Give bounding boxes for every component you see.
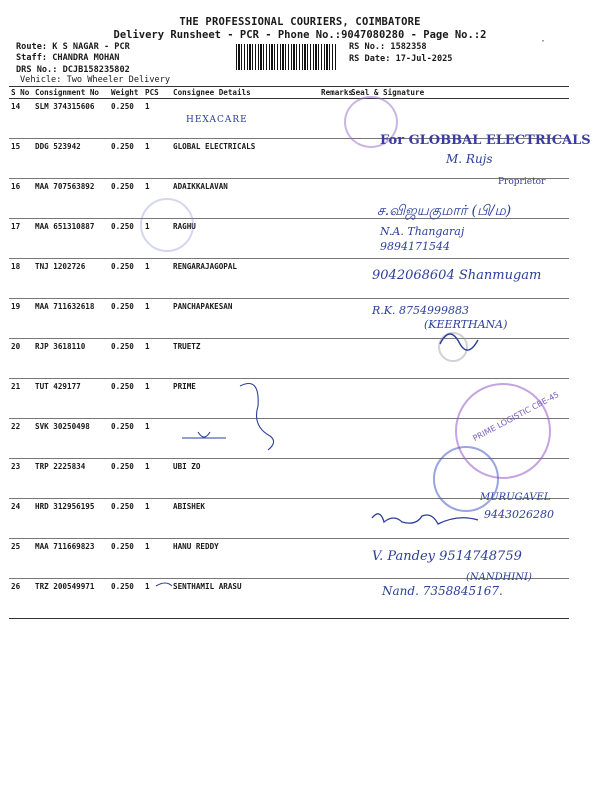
- signature-row19-phone: R.K. 8754999883: [372, 304, 469, 317]
- remarks: [319, 419, 349, 459]
- col-consignment: Consignment No: [33, 87, 109, 99]
- weight: 0.250: [109, 219, 143, 259]
- weight: 0.250: [109, 459, 143, 499]
- rs-date: RS Date: 17-Jul-2025: [349, 54, 453, 64]
- signature-row16: ச.விஜயகுமார் (பி/ம): [377, 203, 512, 219]
- col-remarks: Remarks: [321, 88, 354, 97]
- weight: 0.250: [109, 539, 143, 579]
- col-signature: Seal & Signature: [349, 87, 569, 99]
- consignment-no: SVK 30250498: [33, 419, 109, 459]
- consignment-no: RJP 3618110: [33, 339, 109, 379]
- proprietor-label: Proprietor: [498, 177, 546, 187]
- consignee: PANCHAPAKESAN: [171, 299, 319, 339]
- signature-row24-name: MURUGAVEL: [480, 492, 551, 503]
- remarks: [319, 379, 349, 419]
- signature-row17-phone: 9894171544: [380, 240, 450, 253]
- scan-mark: ·: [540, 36, 547, 47]
- weight: 0.250: [109, 579, 143, 619]
- faint-stamp-row17: [140, 198, 194, 252]
- col-pcs: PCS: [143, 87, 171, 99]
- consignee: PRIME: [171, 379, 319, 419]
- consignee: HANU REDDY: [171, 539, 319, 579]
- barcode: [236, 44, 336, 70]
- consignment-no: MAA 711669823: [33, 539, 109, 579]
- remarks: [319, 339, 349, 379]
- consignee: TRUETZ: [171, 339, 319, 379]
- pcs: 1: [143, 139, 171, 179]
- prime-stamp-text: PRIME LOGISTIC CBE-45: [471, 390, 561, 443]
- pcs: 1: [143, 99, 171, 139]
- staff: Staff: CHANDRA MOHAN: [16, 53, 120, 63]
- weight: 0.250: [109, 339, 143, 379]
- consignment-no: HRD 312956195: [33, 499, 109, 539]
- col-sno: S No: [9, 87, 33, 99]
- sno: 19: [9, 299, 33, 339]
- pcs: 1: [143, 379, 171, 419]
- signature-row25: V. Pandey 9514748759: [372, 549, 522, 564]
- page-subtitle: Delivery Runsheet - PCR - Phone No.:9047080280 - Page No.:2: [113, 29, 487, 41]
- sno: 18: [9, 259, 33, 299]
- faint-round-stamp: [438, 332, 468, 362]
- sno: 16: [9, 179, 33, 219]
- remarks: [319, 179, 349, 219]
- consignment-no: TRP 2225834: [33, 459, 109, 499]
- sno: 26: [9, 579, 33, 619]
- remarks: [319, 499, 349, 539]
- pcs: 1: [143, 219, 171, 259]
- global-electricals-stamp: For GLOBBAL ELECTRICALS: [380, 133, 591, 148]
- consignment-no: DDG 523942: [33, 139, 109, 179]
- consignee: GLOBAL ELECTRICALS: [171, 139, 319, 179]
- pcs: 1: [143, 539, 171, 579]
- weight: 0.250: [109, 299, 143, 339]
- rs-number: RS No.: 1582358: [349, 42, 427, 52]
- weight: 0.250: [109, 259, 143, 299]
- consignee: [171, 419, 319, 459]
- consignee: RENGARAJAGOPAL: [171, 259, 319, 299]
- remarks: [319, 219, 349, 259]
- remarks: [319, 539, 349, 579]
- col-weight: Weight: [109, 87, 143, 99]
- pcs: 1: [143, 339, 171, 379]
- remarks: [319, 299, 349, 339]
- remarks: [319, 459, 349, 499]
- signature-row26-name: (NANDHINI): [466, 572, 532, 583]
- consignment-no: MAA 711632618: [33, 299, 109, 339]
- sno: 20: [9, 339, 33, 379]
- consignee: SENTHAMIL ARASU: [171, 579, 319, 619]
- consignment-no: TUT 429177: [33, 379, 109, 419]
- signature-row24-phone: 9443026280: [484, 508, 554, 521]
- pcs: 1: [143, 179, 171, 219]
- weight: 0.250: [109, 99, 143, 139]
- remarks: [319, 139, 349, 179]
- weight: 0.250: [109, 379, 143, 419]
- signature-row26-phone: Nand. 7358845167.: [382, 584, 503, 598]
- consignee: UBI ZO: [171, 459, 319, 499]
- consignment-no: MAA 707563892: [33, 179, 109, 219]
- drs-number: DRS No.: DCJB158235802: [16, 65, 130, 75]
- sno: 21: [9, 379, 33, 419]
- weight: 0.250: [109, 419, 143, 459]
- consignment-no: MAA 651310887: [33, 219, 109, 259]
- remarks: [319, 259, 349, 299]
- handwritten-hexacare: HEXACARE: [186, 115, 248, 125]
- page-title: THE PROFESSIONAL COURIERS, COIMBATORE: [179, 16, 421, 28]
- remarks: [319, 579, 349, 619]
- pcs: 1: [143, 259, 171, 299]
- pcs: 1: [143, 419, 171, 459]
- consignee: ADAIKKALAVAN: [171, 179, 319, 219]
- signature-global: M. Rujs: [446, 152, 493, 166]
- sno: 17: [9, 219, 33, 259]
- pcs: 1: [143, 579, 171, 619]
- weight: 0.250: [109, 139, 143, 179]
- table-row: [9, 219, 569, 259]
- sno: 14: [9, 99, 33, 139]
- weight: 0.250: [109, 499, 143, 539]
- sno: 25: [9, 539, 33, 579]
- sno: 15: [9, 139, 33, 179]
- signature-row19-name: (KEERTHANA): [424, 318, 508, 331]
- pcs: 1: [143, 299, 171, 339]
- signature-row18: 9042068604 Shanmugam: [372, 268, 542, 283]
- consignment-no: TNJ 1202726: [33, 259, 109, 299]
- pcs: 1: [143, 499, 171, 539]
- table-row: [9, 339, 569, 379]
- col-consignee: Consignee Details: [171, 87, 319, 99]
- consignment-no: SLM 374315606: [33, 99, 109, 139]
- consignee: RAGHU: [171, 219, 319, 259]
- sno: 23: [9, 459, 33, 499]
- consignee: ABISHEK: [171, 499, 319, 539]
- table-header-row: [9, 87, 569, 99]
- weight: 0.250: [109, 179, 143, 219]
- signature-row17-name: N.A. Thangaraj: [380, 225, 465, 238]
- consignment-no: TRZ 200549971: [33, 579, 109, 619]
- sno: 24: [9, 499, 33, 539]
- pcs: 1: [143, 459, 171, 499]
- vehicle: Vehicle: Two Wheeler Delivery: [20, 75, 171, 85]
- sno: 22: [9, 419, 33, 459]
- route: Route: K S NAGAR - PCR: [16, 42, 130, 52]
